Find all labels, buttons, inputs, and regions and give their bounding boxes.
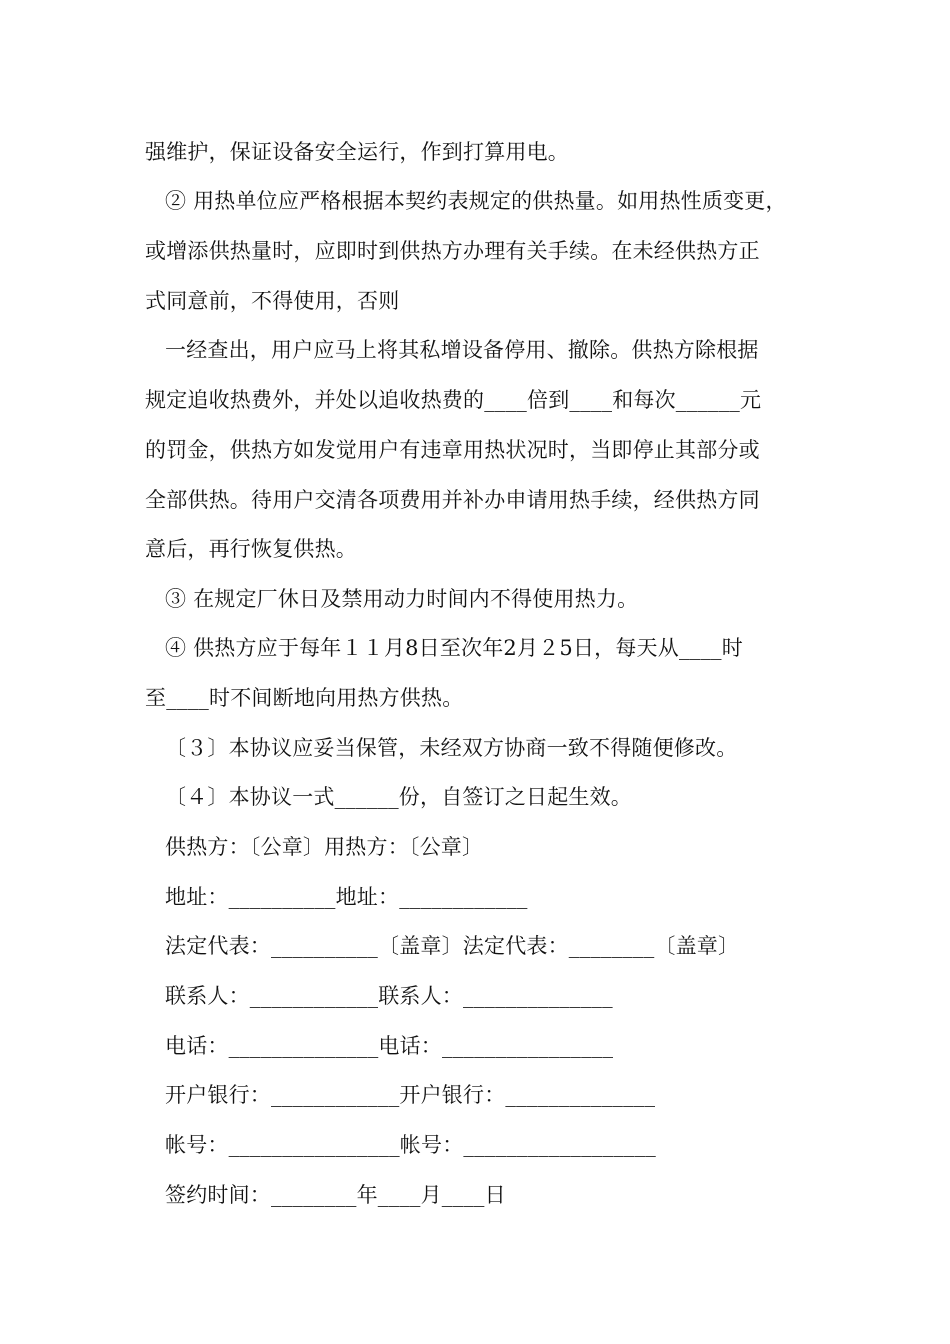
paragraph-line: 至____时不间断地向用热方供热。 bbox=[145, 686, 464, 710]
signature-bank-line: 开户银行：____________开户银行：______________ bbox=[165, 1083, 656, 1107]
article-3-line: 〔３〕本协议应妥当保管，未经双方协商一致不得随便修改。 bbox=[165, 736, 738, 760]
paragraph-line: 规定追收热费外，并处以追收热费的____倍到____和每次______元 bbox=[145, 388, 762, 412]
signature-party-line: 供热方：〔公章〕用热方：〔公章〕 bbox=[165, 835, 484, 859]
paragraph-line: 一经查出，用户应马上将其私增设备停用、撤除。供热方除根据 bbox=[165, 338, 759, 362]
paragraph-line: 全部供热。待用户交清各项费用并补办申请用热手续，经供热方同 bbox=[145, 488, 760, 512]
clause-4-line: ④ 供热方应于每年１１月8日至次年2月２5日，每天从____时 bbox=[165, 636, 743, 660]
signature-address-line: 地址：__________地址：____________ bbox=[165, 885, 528, 909]
clause-3-line: ③ 在规定厂休日及禁用动力时间内不得使用热力。 bbox=[165, 587, 639, 611]
paragraph-line: 的罚金，供热方如发觉用户有违章用热状况时，当即停止其部分或 bbox=[145, 438, 760, 462]
clause-2-line: ② 用热单位应严格根据本契约表规定的供热量。如用热性质变更， bbox=[165, 189, 787, 213]
signature-date-line: 签约时间：________年____月____日 bbox=[165, 1183, 506, 1207]
article-4-line: 〔４〕本协议一式______份，自签订之日起生效。 bbox=[165, 785, 632, 809]
signature-phone-line: 电话：______________电话：________________ bbox=[165, 1034, 614, 1058]
paragraph-line: 强维护，保证设备安全运行，作到打算用电。 bbox=[145, 140, 569, 164]
paragraph-line: 意后，再行恢复供热。 bbox=[145, 537, 357, 561]
paragraph-line: 或增添供热量时，应即时到供热方办理有关手续。在未经供热方正 bbox=[145, 239, 760, 263]
signature-account-line: 帐号：________________帐号：__________________ bbox=[165, 1133, 656, 1157]
signature-contact-line: 联系人：____________联系人：______________ bbox=[165, 984, 613, 1008]
signature-representative-line: 法定代表：__________〔盖章〕法定代表：________〔盖章〕 bbox=[165, 934, 740, 958]
paragraph-line: 式同意前，不得使用，否则 bbox=[145, 289, 400, 313]
